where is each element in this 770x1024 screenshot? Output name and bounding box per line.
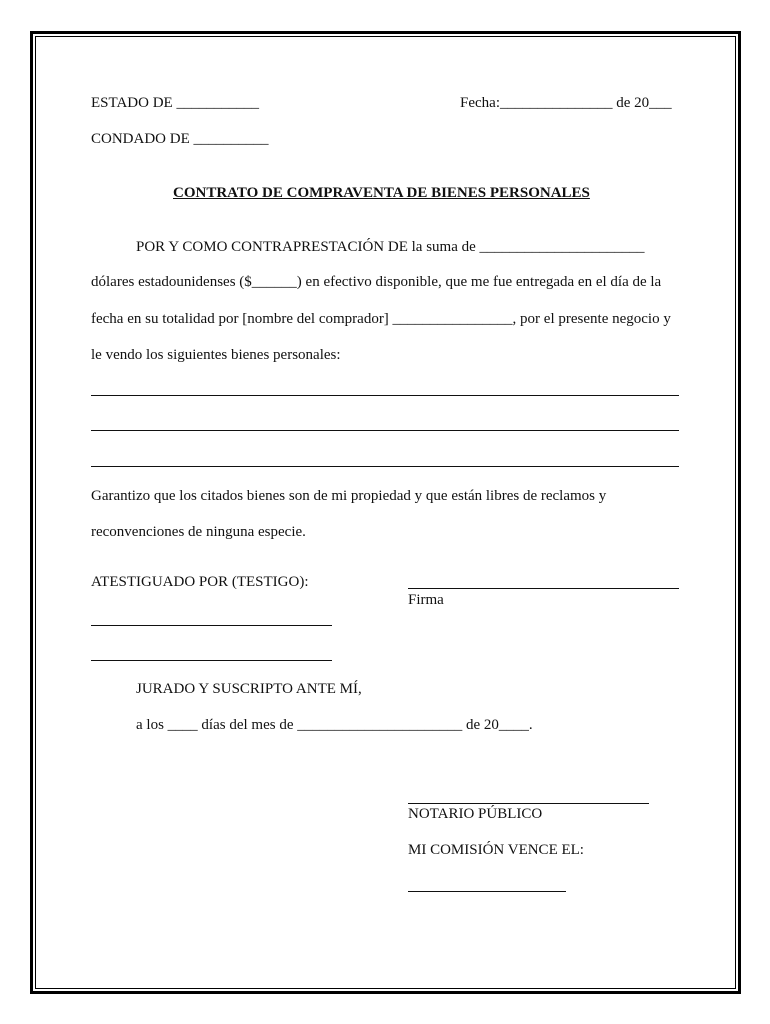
body-line-3: fecha en su totalidad por [nombre del comprador] ________________, por el presente negocio y: [91, 311, 671, 327]
commission-date-line: [408, 891, 566, 892]
condado-field: CONDADO DE __________: [91, 131, 269, 147]
signature-label: Firma: [408, 592, 444, 608]
body-line-1: POR Y COMO CONTRAPRESTACIÓN DE la suma de ______________________: [136, 239, 645, 255]
witness-line-1: [91, 625, 332, 626]
page-border-inner: [35, 36, 736, 989]
commission-label: MI COMISIÓN VENCE EL:: [408, 842, 584, 858]
guarantee-line-2: reconvenciones de ninguna especie.: [91, 524, 306, 540]
estado-field: ESTADO DE ___________: [91, 95, 259, 111]
fecha-field: Fecha:_______________ de 20___: [460, 95, 672, 111]
signature-line: [408, 588, 679, 589]
goods-blank-line-3: [91, 466, 679, 467]
jurat-line-2: a los ____ días del mes de ______________________ de 20____.: [136, 717, 533, 733]
notary-label: NOTARIO PÚBLICO: [408, 806, 543, 822]
witness-label: ATESTIGUADO POR (TESTIGO):: [91, 574, 309, 590]
notary-signature-line: [408, 803, 649, 804]
document-title: CONTRATO DE COMPRAVENTA DE BIENES PERSONALES: [173, 185, 590, 201]
body-line-2: dólares estadounidenses ($______) en efectivo disponible, que me fue entregada en el día de la: [91, 274, 662, 290]
jurat-line-1: JURADO Y SUSCRIPTO ANTE MÍ,: [136, 681, 362, 697]
witness-line-2: [91, 660, 332, 661]
goods-blank-line-1: [91, 395, 679, 396]
goods-blank-line-2: [91, 430, 679, 431]
guarantee-line-1: Garantizo que los citados bienes son de mi propiedad y que están libres de reclamos y: [91, 488, 607, 504]
body-line-4: le vendo los siguientes bienes personales:: [91, 347, 341, 363]
